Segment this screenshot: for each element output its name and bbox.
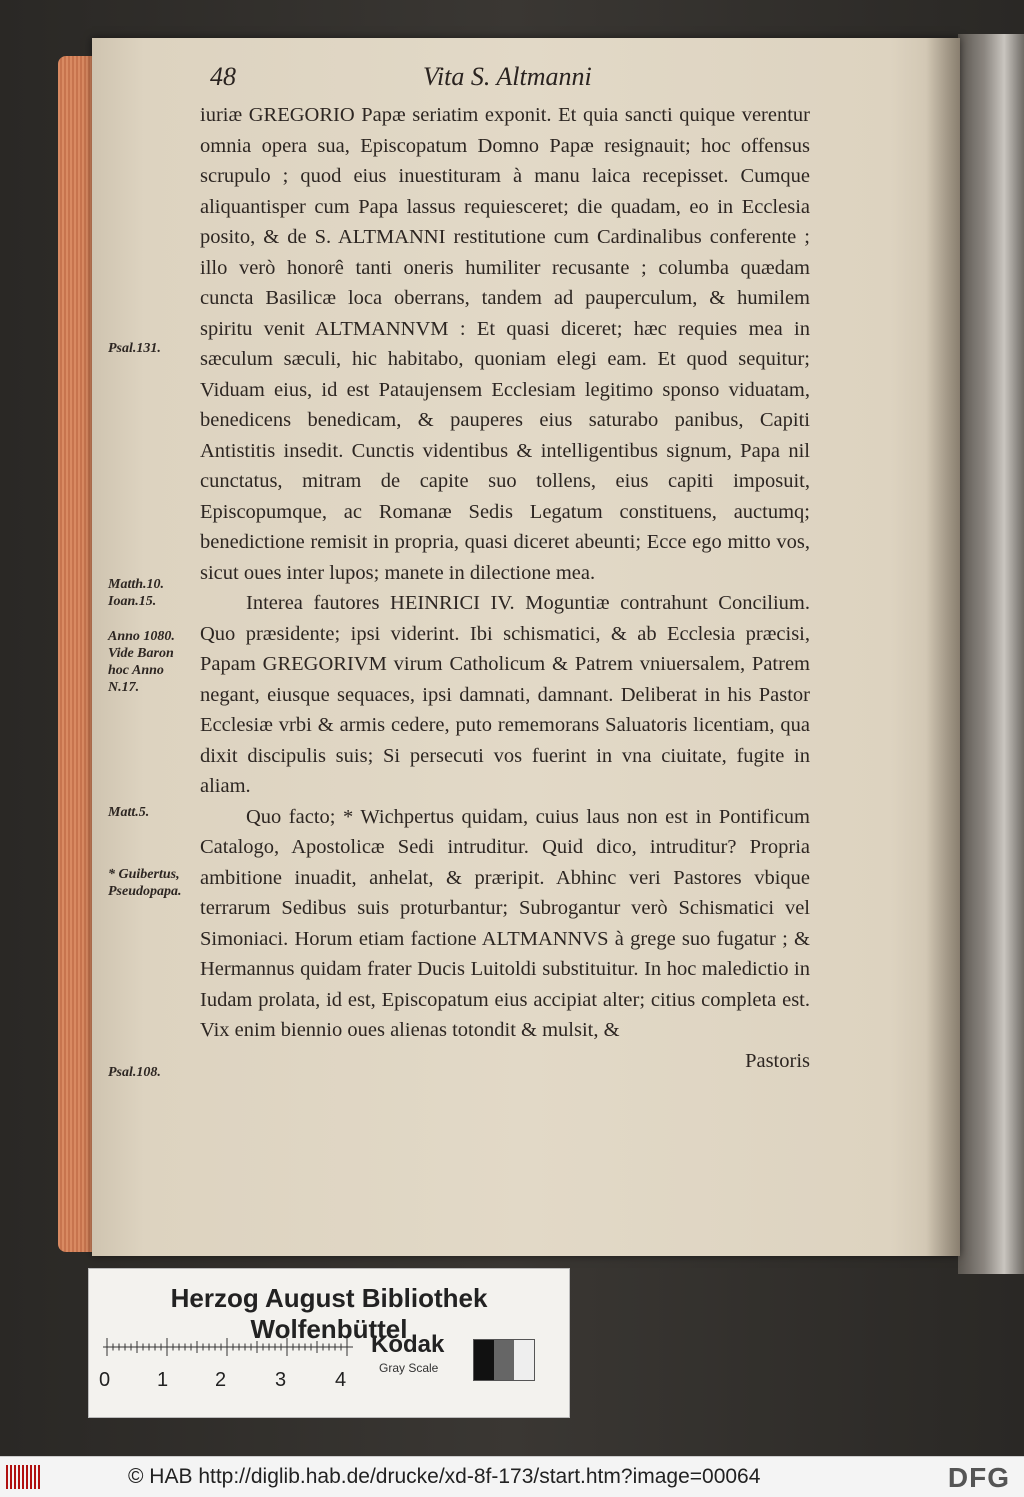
copyright-link[interactable]: © HAB http://diglib.hab.de/drucke/xd-8f-173/start.htm?image=00064 [128, 1465, 761, 1488]
dfg-logo: DFG [947, 1462, 1010, 1493]
paragraph: Quo facto; * Wichpertus quidam, cuius laus non est in Pontificum Catalogo, Apostolicæ Sedi intruditur. Quid dico, intruditur? Propria ambitione inuadit, anhelat, & præripit. Abhinc veri Pastores vbique terrarum Sedibus suis proturbantur; Subrogantur verò Schismatici vel Simoniaci. Horum etiam factione ALTMANNVS à grege suo fugatur ; & Hermannus quidam frater Ducis Luitoldi substituitur. In hoc maledictio in Iudam prolata, id est, Episcopatum eius accipiat alter; citius completa est. Vix enim biennio oues alienas totondit & mulsit, & [200, 805, 810, 1041]
ruler-label: 4 [335, 1369, 347, 1391]
barcode-icon [6, 1465, 40, 1489]
running-head: Vita S. Altmanni [423, 62, 592, 91]
kodak-logo: Kodak [371, 1331, 445, 1358]
color-card [88, 1268, 570, 1418]
ruler-label: 2 [215, 1369, 227, 1391]
margin-note: Psal.108. [108, 1065, 161, 1080]
ruler-label: 0 [99, 1369, 111, 1391]
page-number: 48 [210, 62, 236, 91]
ruler-label: 3 [275, 1369, 287, 1391]
margin-note: * Guibertus, Pseudopapa. [108, 867, 182, 899]
margin-note: Anno 1080. Vide Baron hoc Anno N.17. [108, 629, 175, 695]
gray-patches [473, 1339, 535, 1381]
margin-note: Matt.5. [108, 805, 150, 820]
catchword: Pastoris [745, 1049, 810, 1072]
margin-note: Psal.131. [108, 341, 161, 356]
ruler-label: 1 [157, 1369, 169, 1391]
paragraph: Interea fautores HEINRICI IV. Moguntiæ contrahunt Concilium. Quo præsidente; ipsi viderint. Ibi schismatici, & ab Ecclesia præcisi, Papam GREGORIVM virum Catholicum & Patrem vniuersalem, Patrem negant, eiusque sequaces, ipsi damnati, damnant. Deliberat in his Pastor Ecclesiæ vrbi & armis cedere, puto rememorans Saluatoris licentiam, qua dixit discipulis suis; Si persecuti vos fuerint in vna ciuitate, fugite in aliam. [200, 592, 810, 797]
ruler [103, 1327, 353, 1367]
footer-bar [0, 1456, 1024, 1497]
library-name: Herzog August Bibliothek Wolfenbüttel [170, 1283, 488, 1344]
grayscale-label: Gray Scale [379, 1361, 439, 1375]
body-text [200, 100, 810, 1076]
margin-note: Matth.10. Ioan.15. [108, 577, 165, 609]
spine-shadow [926, 38, 960, 1256]
paragraph: iuriæ GREGORIO Papæ seriatim exponit. Et quia sancti quique verentur omnia opera sua, Episcopatum Domno Papæ resignauit; hoc offensus scrupulo ; quod eius inuestituram à manu laica recepisset. Cumque aliquantisper cum Papa lassus requiesceret; die quadam, eo in Ecclesia posito, & de S. ALTMANNI restitutione cum Cardinalibus conferente ; illo verò honorê tanti oneris humiliter recusante ; columba quædam cuncta Basilicæ loca oberrans, tandem ad pauperculum, & humilem spiritu venit ALTMANNVM : Et quasi diceret; hæc requies mea in sæculum sæculi, hic habitabo, quoniam elegi eam. Et quod sequitur; Viduam eius, id est Pataujensem Ecclesiam legitimo sponso viduatam, benedicens benedicam, & pauperes eius saturabo panibus, Capiti Antistitis insedit. Cunctis videntibus & intelligentibus signum, Papa nil cunctatus, mitram de capite suo tollens, eius capiti imposuit, Episcopumque, ac Romanæ Sedis Legatum constituens, auctumq; benedictione remisit in propria, quasi diceret abeunti; Ecce ego mitto vos, sicut oues inter lupos; manete in dilectione mea. [200, 104, 810, 584]
next-page-edge [958, 34, 1024, 1274]
